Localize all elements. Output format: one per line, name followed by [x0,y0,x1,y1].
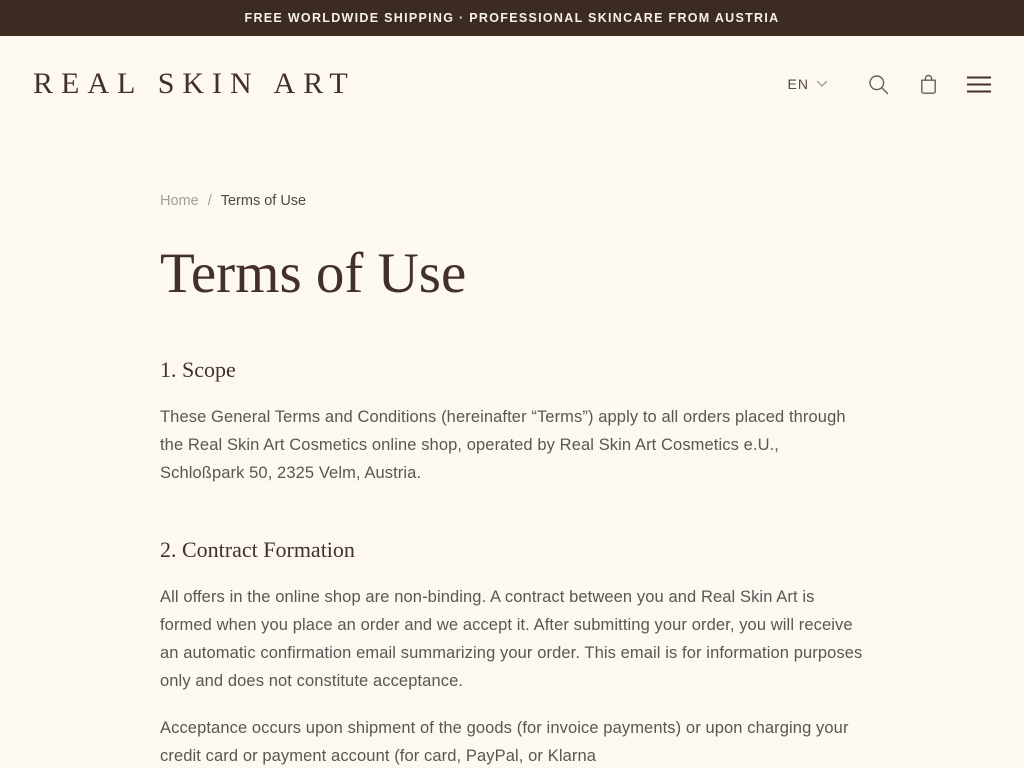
breadcrumb [160,191,864,211]
menu-button[interactable] [967,76,991,93]
breadcrumb-current: Terms of Use [220,193,307,209]
section-scope [160,355,864,487]
hamburger-icon [967,76,991,93]
breadcrumb-home-link[interactable]: Home [160,193,199,209]
section-paragraph: All offers in the online shop are non-binding. A contract between you and Real Skin Art is formed when you place an order and we accept it. After submitting your order, you will receive an automatic confirmation email summarizing your order. This email is for information purposes only and does not constitute acceptance. [160,587,863,690]
section-heading: 1. Scope [160,356,236,382]
language-selector[interactable] [788,76,828,92]
main-content [160,132,864,768]
breadcrumb-separator: / [207,193,212,209]
bag-icon [917,73,940,96]
section-contract-formation [160,535,864,768]
section-paragraph: These General Terms and Conditions (hereinafter “Terms”) apply to all orders placed through the Real Skin Art Cosmetics online shop, operated by Real Skin Art Cosmetics e.U., Schloßpark 50, 2325 Velm, Austria. [160,407,846,482]
announcement-text: FREE WORLDWIDE SHIPPING · PROFESSIONAL SKINCARE FROM AUSTRIA [244,11,780,25]
logo[interactable]: REAL SKIN ART [33,67,356,100]
page-title: Terms of Use [160,242,467,305]
language-label: EN [787,76,809,92]
announcement-bar [0,0,1024,36]
chevron-down-icon [816,80,828,88]
search-button[interactable] [867,73,890,96]
section-paragraph: Acceptance occurs upon shipment of the goods (for invoice payments) or upon charging your credit card or payment account (for card, PayPal, or Klarna [160,718,849,765]
cart-button[interactable] [917,73,940,96]
section-heading: 2. Contract Formation [160,536,355,562]
search-icon [867,73,890,96]
site-header [0,36,1024,132]
header-actions [788,73,991,96]
